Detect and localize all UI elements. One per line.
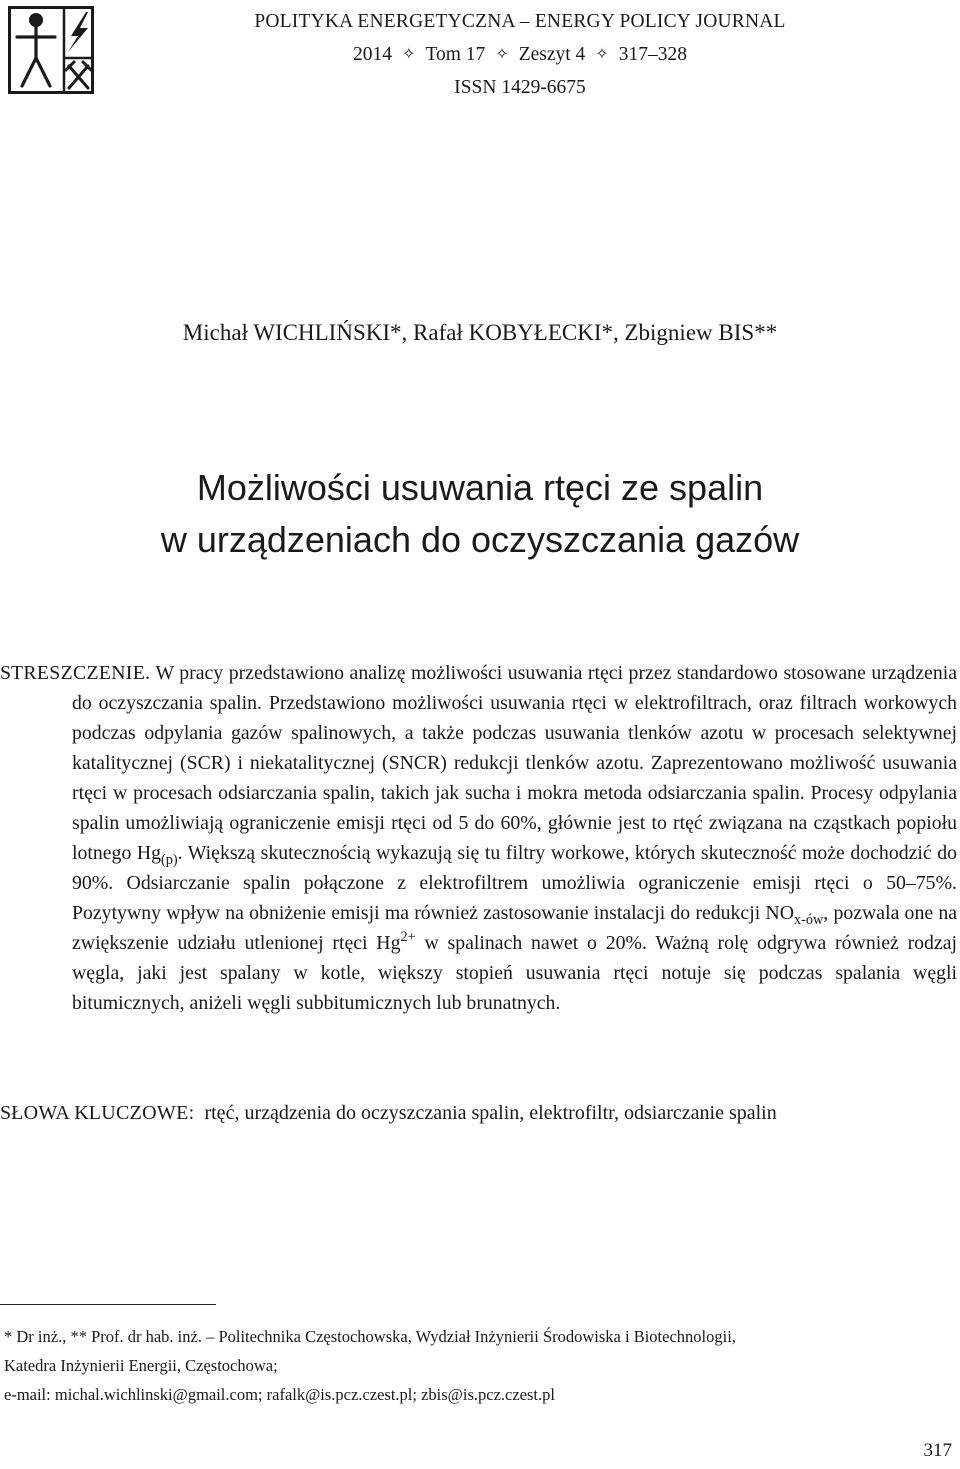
journal-volume: Tom 17 <box>425 44 486 65</box>
author-first-name: Rafał <box>413 320 463 345</box>
abstract-text-2: . Większą skutecznością wykazują się tu filtry workowe, których skuteczność może dochodzić do 90%. Odsiarczanie spalin połączone z elektrofiltrem umożliwia ograniczenie emisji rtęci o 50–75%. Pozytywny wpływ na obniżenie emisji ma również zastosowanie instalacji do redukcji NO <box>72 842 957 924</box>
footnote-rule <box>0 1304 216 1305</box>
author-mark: * <box>390 320 402 345</box>
keywords-text: rtęć, urządzenia do oczyszczania spalin, elektrofiltr, odsiarczanie spalin <box>204 1102 777 1124</box>
abstract <box>0 658 958 1018</box>
footnote-affiliation: * Dr inż., ** Prof. dr hab. inż. – Politechnika Częstochowska, Wydział Inżynierii Środowiska i Biotechnologii, <box>4 1327 736 1346</box>
abstract-text-1: W pracy przedstawiono analizę możliwości usuwania rtęci przez standardowo stosowane urządzenia do oczyszczania spalin. Przedstawiono możliwości usuwania rtęci w elektrofiltrach, oraz filtrach workowych podczas odpylania gazów spalinowych, a także podczas usuwania tlenków azotu w procesach selektywnej katalitycznej (SCR) i niekatalitycznej (SNCR) redukcji tlenków azotu. Zaprezentowano możliwość usuwania rtęci w procesach odsiarczania spalin, takich jak sucha i mokra metoda odsiarczania spalin. Procesy odpylania spalin umożliwiają ograniczenie emisji rtęci od 5 do 60%, głównie jest to rtęć związana na cząstkach popiołu lotnego Hg <box>72 662 957 864</box>
hg-superscript: 2+ <box>400 929 416 946</box>
hammers-icon <box>66 62 91 88</box>
author-last-name: ICHLIŃSKI <box>275 320 391 345</box>
author-last-initial: W <box>253 320 276 345</box>
journal-pages: 317–328 <box>618 44 687 65</box>
paper-title <box>40 462 920 566</box>
keywords <box>0 1098 950 1128</box>
abstract-label: STRESZCZENIE. <box>0 662 151 684</box>
author-list: Michał WICHLIŃSKI*, Rafał KOBYŁECKI*, Zbigniew BIS** <box>182 320 778 345</box>
nox-subscript: x-ów <box>794 911 824 928</box>
page-number: 317 <box>923 1440 952 1461</box>
separator-icon: ✧ <box>402 46 416 63</box>
author-last-name: IS <box>733 320 755 345</box>
footnote-emails: e-mail: michal.wichlinski@gmail.com; rafalk@is.pcz.czest.pl; zbis@is.pcz.czest.pl <box>4 1385 555 1404</box>
author-last-initial: K <box>468 320 486 345</box>
keywords-label: SŁOWA KLUCZOWE: <box>0 1102 195 1124</box>
footnote <box>4 1322 960 1409</box>
author-last-name: OBYŁECKI <box>485 320 602 345</box>
author-mark: * <box>601 320 613 345</box>
journal-logo <box>8 6 94 94</box>
person-icon <box>17 13 55 86</box>
journal-issue-line <box>200 43 840 68</box>
author-first-name: Michał <box>182 320 248 345</box>
hg-subscript: (p) <box>161 851 178 868</box>
abstract-text-3: , pozwala one na zwiększenie udziału utlenionej rtęci Hg <box>72 902 958 954</box>
journal-issn: ISSN 1429-6675 <box>454 77 586 98</box>
footnote-department: Katedra Inżynierii Energii, Częstochowa; <box>4 1356 278 1375</box>
author-last-initial: B <box>718 320 734 345</box>
journal-name: POLITYKA ENERGETYCZNA – ENERGY POLICY JOURNAL <box>254 11 786 32</box>
separator-icon: ✧ <box>595 46 609 63</box>
title-line-1: Możliwości usuwania rtęci ze spalin <box>196 467 764 508</box>
author-mark: ** <box>754 320 778 345</box>
separator-icon: ✧ <box>495 46 509 63</box>
lightning-icon <box>68 12 88 52</box>
abstract-text-4: w spalinach nawet o 20%. Ważną rolę odgrywa również rodzaj węgla, jaki jest spalany w kotle, większy stopień usuwania rtęci notuje się podczas spalania węgli bitumicznych, aniżeli węgli subbitumicznych lub brunatnych. <box>72 932 957 1014</box>
journal-issue: Zeszyt 4 <box>518 44 586 65</box>
title-line-2: w urządzeniach do oczyszczania gazów <box>160 519 800 560</box>
author-first-name: Zbigniew <box>624 320 713 345</box>
journal-year: 2014 <box>353 44 393 65</box>
